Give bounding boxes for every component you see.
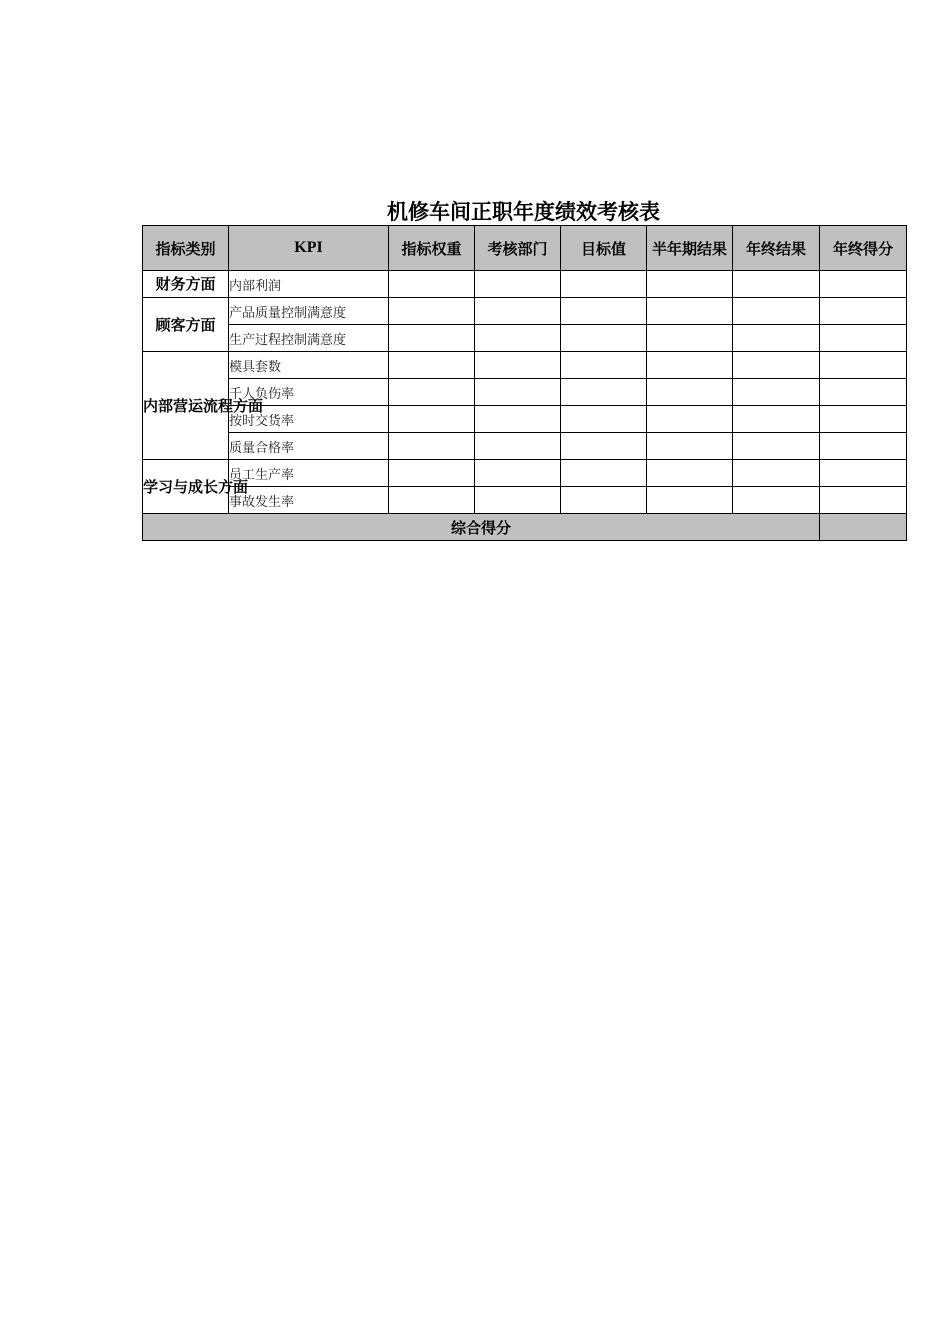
target-cell[interactable]	[561, 406, 647, 433]
half-year-cell[interactable]	[647, 460, 733, 487]
kpi-name-cell: 事故发生率	[229, 487, 389, 514]
score-cell[interactable]	[820, 487, 907, 514]
score-cell[interactable]	[820, 379, 907, 406]
half-year-cell[interactable]	[647, 487, 733, 514]
header-year-end: 年终结果	[733, 226, 820, 271]
kpi-name-cell: 内部利润	[229, 271, 389, 298]
half-year-cell[interactable]	[647, 379, 733, 406]
category-cell-customer: 顾客方面	[143, 298, 229, 352]
total-score-cell[interactable]	[820, 514, 907, 541]
department-cell[interactable]	[475, 433, 561, 460]
kpi-name-cell: 产品质量控制满意度	[229, 298, 389, 325]
kpi-name-cell: 员工生产率	[229, 460, 389, 487]
header-category: 指标类别	[143, 226, 229, 271]
weight-cell[interactable]	[389, 325, 475, 352]
department-cell[interactable]	[475, 352, 561, 379]
target-cell[interactable]	[561, 433, 647, 460]
year-end-cell[interactable]	[733, 487, 820, 514]
target-cell[interactable]	[561, 352, 647, 379]
kpi-name-cell: 千人负伤率	[229, 379, 389, 406]
header-weight: 指标权重	[389, 226, 475, 271]
weight-cell[interactable]	[389, 460, 475, 487]
weight-cell[interactable]	[389, 271, 475, 298]
score-cell[interactable]	[820, 298, 907, 325]
category-cell-internal-process: 内部营运流程方面	[143, 352, 229, 460]
table-row	[143, 433, 907, 460]
year-end-cell[interactable]	[733, 406, 820, 433]
department-cell[interactable]	[475, 406, 561, 433]
half-year-cell[interactable]	[647, 352, 733, 379]
header-score: 年终得分	[820, 226, 907, 271]
total-label: 综合得分	[143, 514, 820, 541]
category-cell-financial: 财务方面	[143, 271, 229, 298]
table-row	[143, 487, 907, 514]
weight-cell[interactable]	[389, 487, 475, 514]
department-cell[interactable]	[475, 379, 561, 406]
table-row	[143, 325, 907, 352]
total-row	[143, 514, 907, 541]
score-cell[interactable]	[820, 325, 907, 352]
header-kpi: KPI	[229, 226, 389, 271]
score-cell[interactable]	[820, 352, 907, 379]
kpi-name-cell: 按时交货率	[229, 406, 389, 433]
page-title: 机修车间正职年度绩效考核表	[387, 199, 660, 224]
score-cell[interactable]	[820, 460, 907, 487]
table-row	[143, 379, 907, 406]
weight-cell[interactable]	[389, 352, 475, 379]
half-year-cell[interactable]	[647, 325, 733, 352]
year-end-cell[interactable]	[733, 298, 820, 325]
target-cell[interactable]	[561, 460, 647, 487]
header-department: 考核部门	[475, 226, 561, 271]
target-cell[interactable]	[561, 325, 647, 352]
performance-table	[142, 225, 907, 541]
target-cell[interactable]	[561, 271, 647, 298]
score-cell[interactable]	[820, 433, 907, 460]
table-row	[143, 352, 907, 379]
target-cell[interactable]	[561, 298, 647, 325]
half-year-cell[interactable]	[647, 433, 733, 460]
year-end-cell[interactable]	[733, 460, 820, 487]
target-cell[interactable]	[561, 379, 647, 406]
department-cell[interactable]	[475, 460, 561, 487]
header-half-year: 半年期结果	[647, 226, 733, 271]
department-cell[interactable]	[475, 298, 561, 325]
weight-cell[interactable]	[389, 433, 475, 460]
table-row	[143, 271, 907, 298]
half-year-cell[interactable]	[647, 298, 733, 325]
score-cell[interactable]	[820, 406, 907, 433]
year-end-cell[interactable]	[733, 352, 820, 379]
header-row	[143, 226, 907, 271]
year-end-cell[interactable]	[733, 271, 820, 298]
table-row	[143, 298, 907, 325]
kpi-name-cell: 模具套数	[229, 352, 389, 379]
kpi-name-cell: 生产过程控制满意度	[229, 325, 389, 352]
table-row	[143, 406, 907, 433]
half-year-cell[interactable]	[647, 406, 733, 433]
weight-cell[interactable]	[389, 298, 475, 325]
kpi-name-cell: 质量合格率	[229, 433, 389, 460]
target-cell[interactable]	[561, 487, 647, 514]
department-cell[interactable]	[475, 325, 561, 352]
category-cell-learning-growth: 学习与成长方面	[143, 460, 229, 514]
table-row	[143, 460, 907, 487]
weight-cell[interactable]	[389, 406, 475, 433]
year-end-cell[interactable]	[733, 379, 820, 406]
department-cell[interactable]	[475, 487, 561, 514]
half-year-cell[interactable]	[647, 271, 733, 298]
year-end-cell[interactable]	[733, 325, 820, 352]
year-end-cell[interactable]	[733, 433, 820, 460]
weight-cell[interactable]	[389, 379, 475, 406]
header-target: 目标值	[561, 226, 647, 271]
score-cell[interactable]	[820, 271, 907, 298]
department-cell[interactable]	[475, 271, 561, 298]
